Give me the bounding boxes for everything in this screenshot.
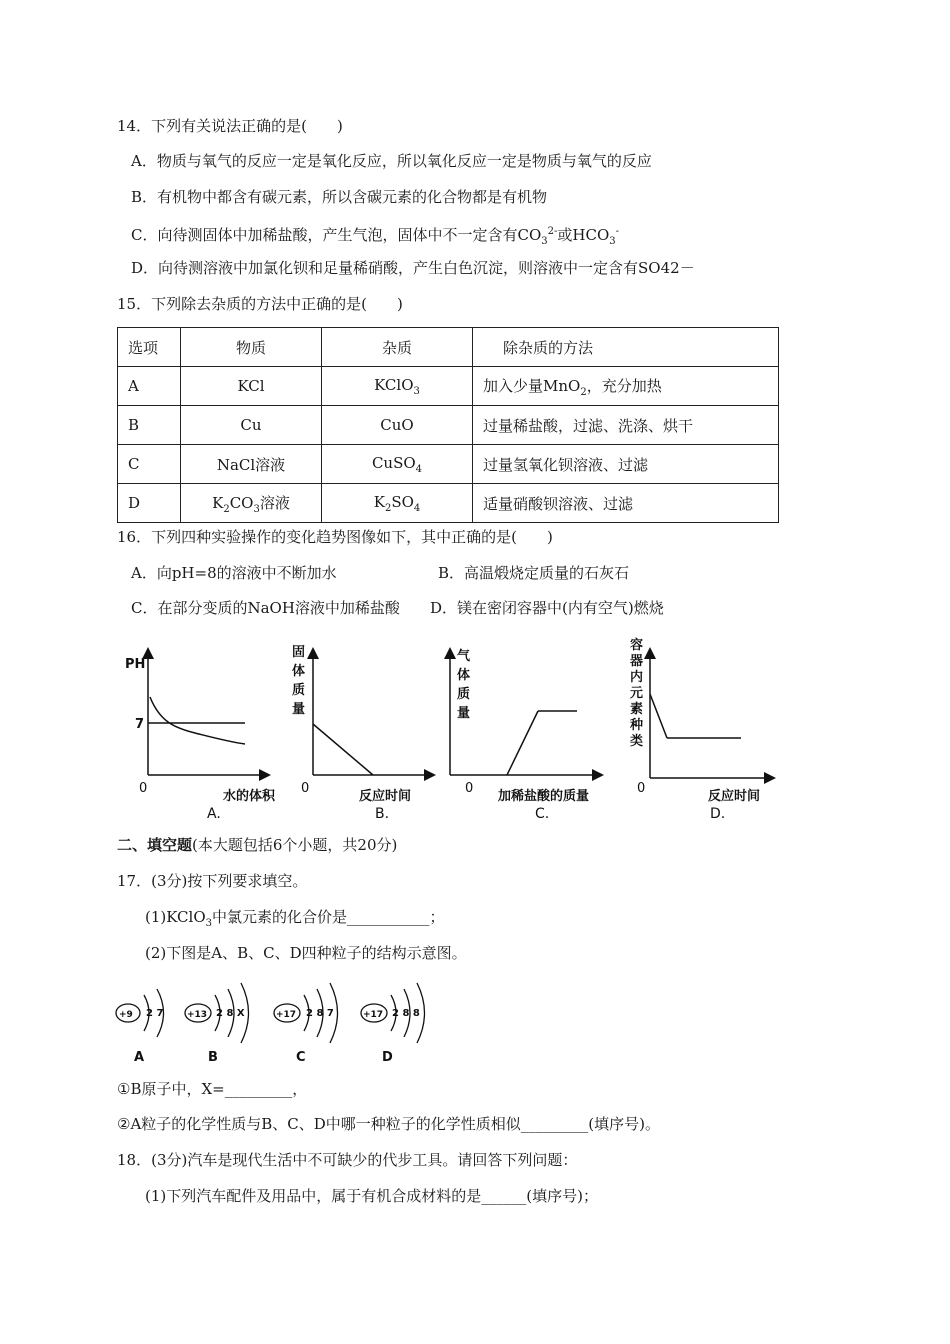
graph-b-ylabel-1: 固 bbox=[292, 645, 306, 660]
electron-shells: 2 8 X bbox=[216, 1008, 245, 1019]
row-impurity: CuSO$_4$ bbox=[322, 445, 473, 484]
graph-d-xlabel: 反应时间 bbox=[708, 789, 761, 804]
q17-sub2: ②A粒子的化学性质与B、C、D中哪一种粒子的化学性质相似_________(填序号)。 bbox=[117, 1115, 661, 1133]
atom-label: D bbox=[382, 1050, 393, 1065]
graph-d-ylabel-5: 素 bbox=[630, 702, 644, 717]
row-substance: Cu bbox=[181, 406, 322, 445]
nucleus-charge: +17 bbox=[363, 1010, 384, 1020]
row-impurity: CuO bbox=[322, 406, 473, 445]
atom-structure-diagrams bbox=[112, 973, 442, 1068]
graph-c-ylabel-4: 量 bbox=[457, 706, 471, 721]
header-option: 选项 bbox=[118, 328, 181, 367]
q14-option-b: B．有机物中都含有碳元素，所以含碳元素的化合物都是有机物 bbox=[131, 188, 548, 206]
electron-shells: 2 8 7 bbox=[306, 1008, 334, 1019]
row-method: 过量稀盐酸，过滤、洗涤、烘干 bbox=[473, 406, 779, 445]
atom-label: B bbox=[208, 1050, 218, 1065]
row-impurity: $K_2SO_4$ bbox=[322, 484, 473, 523]
header-impurity: 杂质 bbox=[322, 328, 473, 367]
graph-b-caption: B. bbox=[375, 806, 390, 822]
graph-b-line bbox=[313, 724, 373, 775]
graph-c-origin: 0 bbox=[465, 781, 474, 796]
q18-stem: 18．(3分)汽车是现代生活中不可缺少的代步工具。请回答下列问题： bbox=[117, 1151, 578, 1169]
section-note: (本大题包括6个小题，共20分) bbox=[192, 836, 398, 854]
row-option: A bbox=[118, 367, 181, 406]
q14-option-c-text: C．向待测固体中加稀盐酸，产生气泡，固体中不一定含有 bbox=[131, 226, 518, 244]
row-option: B bbox=[118, 406, 181, 445]
table-header-row bbox=[118, 328, 779, 367]
q16-option-c: C．在部分变质的NaOH溶液中加稀盐酸 bbox=[131, 599, 400, 617]
graph-b-ylabel-4: 量 bbox=[292, 702, 306, 717]
bicarbonate-formula: $HCO_3^-$ bbox=[572, 226, 620, 247]
nucleus-charge: +17 bbox=[276, 1010, 297, 1020]
atom-c bbox=[274, 983, 338, 1065]
row-method: 加入少量MnO$_2$，充分加热 bbox=[473, 367, 779, 406]
nucleus-charge: +9 bbox=[119, 1010, 133, 1020]
graph-c-caption: C. bbox=[535, 806, 550, 822]
graph-d-ylabel-2: 器 bbox=[630, 654, 644, 669]
graph-d-ylabel-6: 种 bbox=[630, 718, 644, 733]
graph-b-origin: 0 bbox=[301, 781, 310, 796]
q16-option-b: B．高温煅烧定质量的石灰石 bbox=[438, 564, 630, 582]
q15-stem: 15．下列除去杂质的方法中正确的是( ) bbox=[117, 295, 403, 313]
table-row bbox=[118, 484, 779, 523]
graph-d-ylabel-4: 元 bbox=[630, 686, 644, 701]
graph-a bbox=[125, 650, 276, 822]
q16-option-d: D．镁在密闭容器中(内有空气)燃烧 bbox=[430, 599, 664, 617]
row-impurity: KClO$_3$ bbox=[322, 367, 473, 406]
row-option: C bbox=[118, 445, 181, 484]
section-title: 二、填空题 bbox=[117, 836, 193, 854]
graph-c-ylabel-2: 体 bbox=[457, 668, 471, 683]
q15-table bbox=[117, 327, 779, 523]
graph-b bbox=[292, 645, 433, 822]
graph-a-curve bbox=[150, 697, 245, 744]
q14-option-c: C．向待测固体中加稀盐酸，产生气泡，固体中不一定含有$CO_3^{2-}$或$HCO_3^-$ bbox=[131, 226, 620, 247]
graph-a-xlabel: 水的体积 bbox=[223, 789, 276, 804]
row-option: D bbox=[118, 484, 181, 523]
atom-d bbox=[361, 983, 425, 1065]
graph-d-origin: 0 bbox=[637, 781, 646, 796]
row-method: 适量硝酸钡溶液、过滤 bbox=[473, 484, 779, 523]
graph-d-ylabel-7: 类 bbox=[630, 734, 644, 749]
q18-part1: (1)下列汽车配件及用品中，属于有机合成材料的是______(填序号)； bbox=[145, 1187, 598, 1205]
electron-shells: 2 7 bbox=[146, 1008, 164, 1019]
q16-option-a: A．向pH=8的溶液中不断加水 bbox=[131, 564, 337, 582]
graph-d bbox=[629, 637, 773, 822]
graph-c-ylabel-3: 质 bbox=[457, 687, 471, 702]
graph-d-ylabel-1: 容 bbox=[630, 638, 644, 653]
q17-sub1: ①B原子中，X=_________， bbox=[117, 1080, 308, 1098]
row-method: 过量氢氧化钡溶液、过滤 bbox=[473, 445, 779, 484]
graph-d-ylabel-3: 内 bbox=[630, 670, 644, 685]
q16-graphs bbox=[115, 632, 785, 822]
q16-stem: 16．下列四种实验操作的变化趋势图像如下，其中正确的是( ) bbox=[117, 528, 553, 546]
q14-option-a: A．物质与氧气的反应一定是氧化反应，所以氧化反应一定是物质与氧气的反应 bbox=[131, 152, 652, 170]
atom-label: A bbox=[134, 1050, 145, 1065]
graph-b-ylabel-2: 体 bbox=[292, 664, 306, 679]
graph-d-caption: D. bbox=[710, 806, 726, 822]
q17-stem: 17．(3分)按下列要求填空。 bbox=[117, 872, 308, 890]
row-substance: $K_2CO_3$溶液 bbox=[181, 484, 322, 523]
table-row bbox=[118, 406, 779, 445]
graph-a-caption: A. bbox=[207, 806, 221, 822]
nucleus-charge: +13 bbox=[187, 1010, 208, 1020]
q17-part2: (2)下图是A、B、C、D四种粒子的结构示意图。 bbox=[145, 944, 467, 962]
graph-d-drop bbox=[650, 694, 667, 738]
graph-a-ylabel: PH bbox=[125, 657, 146, 672]
table-row bbox=[118, 367, 779, 406]
carbonate-formula: $CO_3^{2-}$ bbox=[517, 226, 558, 247]
graph-c-ylabel-1: 气 bbox=[457, 649, 471, 664]
row-substance: NaCl溶液 bbox=[181, 445, 322, 484]
graph-a-tick-7: 7 bbox=[135, 717, 145, 732]
q17-part1: (1)KClO$_3$中氯元素的化合价是___________； bbox=[145, 908, 445, 929]
atom-b bbox=[185, 983, 249, 1065]
q14-option-d: D．向待测溶液中加氯化钡和足量稀硝酸，产生白色沉淀，则溶液中一定含有SO42－ bbox=[131, 259, 695, 277]
section-heading bbox=[117, 835, 397, 855]
graph-a-origin: 0 bbox=[139, 781, 148, 796]
q14-stem: 14．下列有关说法正确的是( ) bbox=[117, 117, 343, 135]
table-row bbox=[118, 445, 779, 484]
electron-shells: 2 8 8 bbox=[392, 1008, 420, 1019]
atom-a bbox=[116, 989, 164, 1065]
header-substance: 物质 bbox=[181, 328, 322, 367]
graph-b-ylabel-3: 质 bbox=[292, 683, 306, 698]
graph-c bbox=[450, 648, 601, 822]
graph-c-xlabel: 加稀盐酸的质量 bbox=[498, 789, 590, 804]
row-substance: KCl bbox=[181, 367, 322, 406]
atom-label: C bbox=[296, 1050, 306, 1065]
graph-b-xlabel: 反应时间 bbox=[359, 789, 412, 804]
header-method: 除杂质的方法 bbox=[473, 328, 779, 367]
graph-c-rise bbox=[507, 711, 538, 775]
